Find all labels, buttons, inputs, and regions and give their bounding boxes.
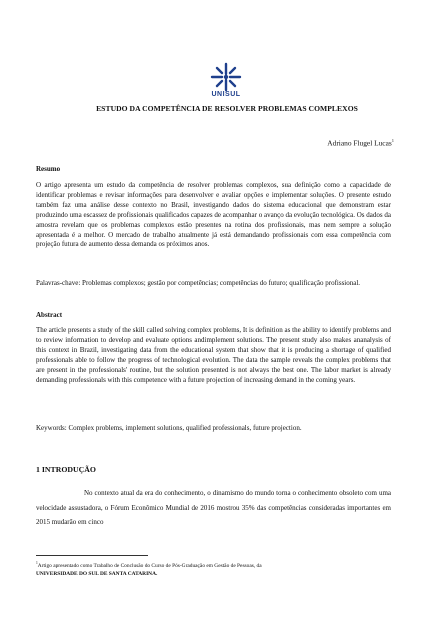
resumo-text: O artigo apresenta um estudo da competência de resolver problemas complexos, sua definição como a capacidade de identificar problemas e revisar informações para desenvolver e avaliar opções e implementar soluções. O presente estudo também faz uma análise desse contexto no Brasil, investigando dados do sistema educacional que demonstram estar produzindo uma escassez de profissionais qualificados capazes de acompanhar o avanço da evolução tecnológica. Os dados da amostra revelam que os problemas complexos estão presentes na rotina dos profissionais, mas nem sempre a solução apresentada é a melhor. O mercado de trabalho atualmente já está demandando profissionais com essa competência com projeção futura de aumento dessa demanda os próximos anos. [36, 181, 391, 249]
footnote-mark: 1 [36, 561, 38, 565]
footnote-institution: UNIVERSIDADE DO SUL DE SANTA CATARINA. [36, 571, 158, 578]
author-name: Adriano Flugel Lucas [327, 138, 392, 148]
author-line [327, 138, 394, 147]
intro-text: No contexto atual da era do conhecimento, o dinamismo do mundo torna o conhecimento obsoleto com uma velocidade assustadora, o Fórum Econômico Mundial de 2016 mostrou 35% das competências consideradas importantes em 2015 mudarão em cinco [36, 489, 391, 527]
resumo-heading: Resumo [36, 165, 61, 173]
author-footnote-mark: 1 [391, 138, 394, 143]
keywords: Keywords: Complex problems, implement solutions, qualified professionals, future projection. [36, 424, 302, 432]
footnote [36, 559, 391, 579]
intro-heading: 1 INTRODUÇÃO [36, 465, 96, 474]
palavras-chave: Palavras-chave: Problemas complexos; gestão por competências; competências do futuro; qualificação profissional. [36, 279, 361, 287]
footnote-rule [36, 555, 148, 556]
abstract-text: The article presents a study of the skill called solving complex problems, It is definition as the ability to identify problems and to review information to develop and evaluate options andimplement solutions. The present study also makes ananalysis of this context in Brazil, investigating data from the educational system that show that it is producing a shortage of qualified professionals able to follow the progress of technological evolution. The data the sample reveals the complex problems that are present in the professionals' routine, but the solution presented is not always the best one. The labor market is already demanding professionals with this competence with a future projection of increasing demand in the coming years. [36, 326, 391, 384]
unisul-logo-icon [209, 62, 243, 92]
abstract-heading: Abstract [36, 311, 63, 319]
footnote-text: Artigo apresentado como Trabalho de Conclusão do Curso de Pós-Graduação em Gestão de Pessoas, da [37, 562, 262, 569]
paper-title: ESTUDO DA COMPETÊNCIA DE RESOLVER PROBLEMAS COMPLEXOS [96, 104, 358, 113]
logo-text: UNISUL [211, 91, 241, 98]
